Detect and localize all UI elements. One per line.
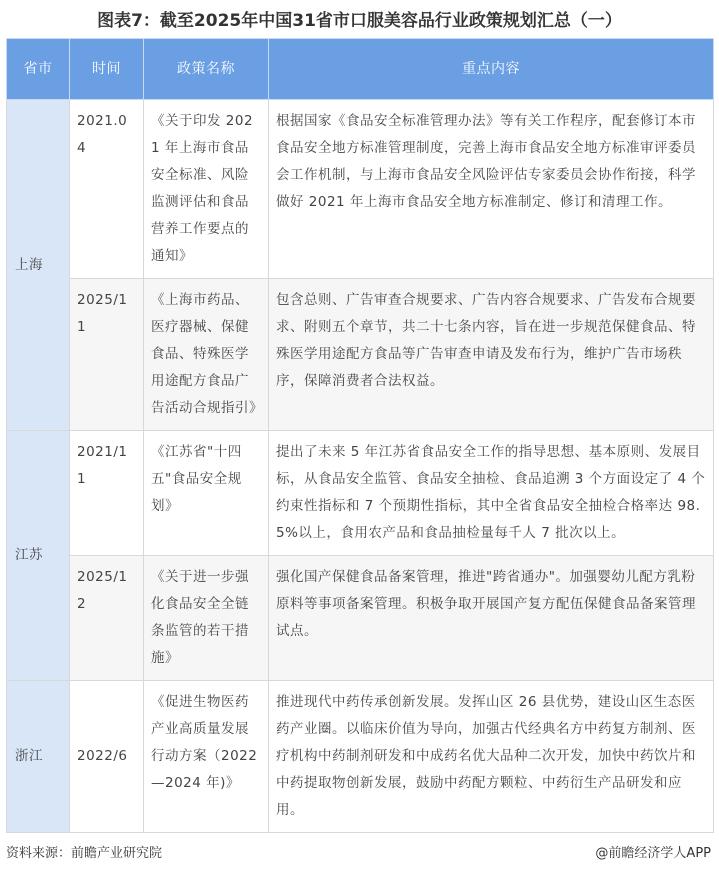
policy-cell: 《关于印发 2021 年上海市食品安全标准、风险监测评估和食品营养工作要点的通知》 <box>144 100 269 279</box>
page-title: 图表7：截至2025年中国31省市口服美容品行业政策规划汇总（一） <box>97 11 622 31</box>
table-row <box>7 431 714 556</box>
policy-table <box>6 38 714 833</box>
footer <box>6 845 711 863</box>
content-cell: 强化国产保健食品备案管理，推进"跨省通办"。加强婴幼儿配方乳粉原料等事项备案管理。积极争取开展国产复方配伍保健食品备案管理试点。 <box>269 556 714 681</box>
credit-note: @前瞻经济学人APP <box>595 846 711 861</box>
policy-cell: 《上海市药品、医疗器械、保健食品、特殊医学用途配方食品广告活动合规指引》 <box>144 279 269 431</box>
province-cell: 浙江 <box>7 681 70 833</box>
table-header <box>7 39 714 100</box>
policy-cell: 《江苏省"十四五"食品安全规划》 <box>144 431 269 556</box>
time-cell: 2021.04 <box>70 100 144 279</box>
header-content: 重点内容 <box>269 39 714 100</box>
content-cell: 根据国家《食品安全标准管理办法》等有关工作程序，配套修订本市食品安全地方标准管理制度，完善上海市食品安全地方标准审评委员会工作机制，与上海市食品安全风险评估专家委员会协作衔接，科学做好 2021 年上海市食品安全地方标准制定、修订和清理工作。 <box>269 100 714 279</box>
content-cell: 提出了未来 5 年江苏省食品安全工作的指导思想、基本原则、发展目标，从食品安全监管、食品安全抽检、食品追溯 3 个方面设定了 4 个约束性指标和 7 个预期性指标，其中全省食品安全抽检合格率达 98.5%以上，食用农产品和食品抽检量每千人 7 批次以上。 <box>269 431 714 556</box>
time-cell: 2025/12 <box>70 556 144 681</box>
policy-cell: 《关于进一步强化食品安全全链条监管的若干措施》 <box>144 556 269 681</box>
province-cell: 上海 <box>7 100 70 431</box>
table-row <box>7 556 714 681</box>
table-row <box>7 100 714 279</box>
source-note: 资料来源：前瞻产业研究院 <box>6 846 163 861</box>
province-cell: 江苏 <box>7 431 70 681</box>
policy-cell: 《促进生物医药产业高质量发展行动方案（2022—2024 年)》 <box>144 681 269 833</box>
table-row <box>7 681 714 833</box>
table-row <box>7 279 714 431</box>
header-time: 时间 <box>70 39 144 100</box>
content-cell: 推进现代中药传承创新发展。发挥山区 26 县优势，建设山区生态医药产业圈。以临床价值为导向，加强古代经典名方中药复方制剂、医疗机构中药制剂研发和中成药名优大品种二次开发，加快中药饮片和中药提取物创新发展，鼓励中药配方颗粒、中药衍生产品研发和应用。 <box>269 681 714 833</box>
time-cell: 2022/6 <box>70 681 144 833</box>
time-cell: 2025/11 <box>70 279 144 431</box>
header-policy: 政策名称 <box>144 39 269 100</box>
content-cell: 包含总则、广告审查合规要求、广告内容合规要求、广告发布合规要求、附则五个章节，共二十七条内容，旨在进一步规范保健食品、特殊医学用途配方食品等广告审查申请及发布行为，维护广告市场秩序，保障消费者合法权益。 <box>269 279 714 431</box>
header-province: 省市 <box>7 39 70 100</box>
time-cell: 2021/11 <box>70 431 144 556</box>
